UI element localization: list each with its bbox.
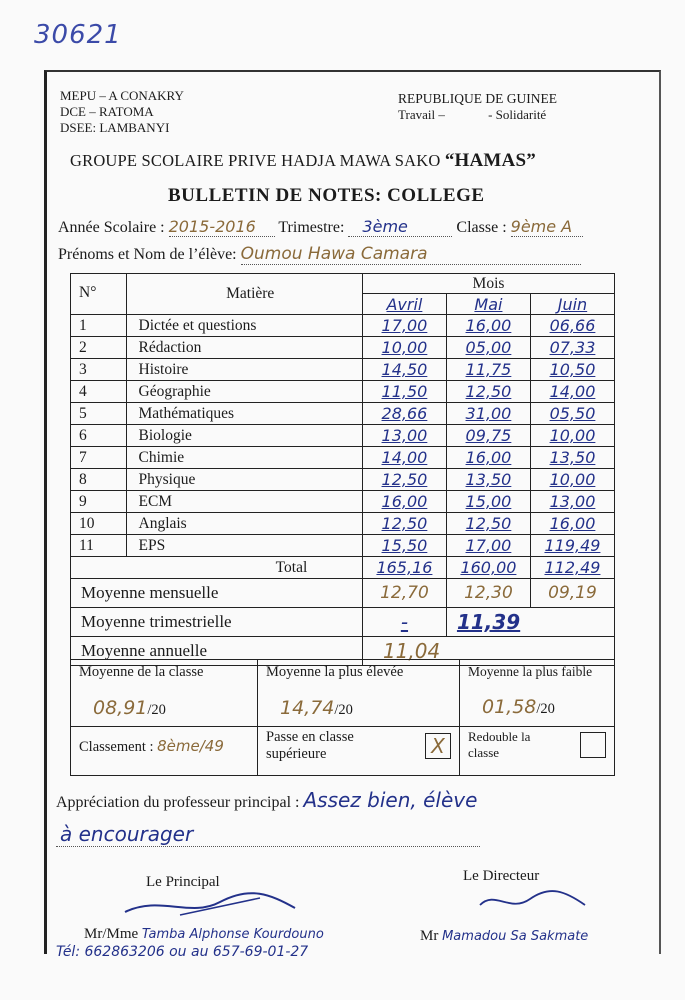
- grade-value: 119,49: [530, 535, 614, 557]
- principal-signature: [120, 890, 300, 920]
- mr-line: [420, 928, 588, 945]
- mr-mme-line: [84, 926, 324, 943]
- lowest-avg-value: 01,58: [482, 696, 537, 718]
- table-row: [71, 337, 615, 359]
- class-label: Classe :: [456, 219, 507, 236]
- info-line-student: [58, 244, 648, 265]
- header-line-1: MEPU – A CONAKRY: [60, 88, 184, 103]
- month-header: Mai: [446, 294, 530, 315]
- month-header: Avril: [362, 294, 446, 315]
- row-number: 1: [71, 315, 127, 337]
- mr-label: Mr: [420, 928, 439, 944]
- director-label: Le Directeur: [463, 868, 540, 884]
- repeat-label-1: Redouble la: [468, 729, 531, 744]
- repeat-cell: [460, 727, 615, 776]
- subject-name: Dictée et questions: [126, 315, 362, 337]
- row-number: 7: [71, 447, 127, 469]
- grade-value: 06,66: [530, 315, 614, 337]
- info-line-year: [58, 217, 648, 237]
- motto-solidarite: - Solidarité: [488, 107, 547, 122]
- grade-value: 14,50: [362, 359, 446, 381]
- grade-value: 13,00: [362, 425, 446, 447]
- rank-value: 8ème/49: [157, 737, 224, 755]
- subject-name: EPS: [126, 535, 362, 557]
- header-line-3: DSEE: LAMBANYI: [60, 120, 170, 135]
- col-header-months: Mois: [362, 274, 614, 294]
- row-number: 6: [71, 425, 127, 447]
- grade-value: 16,00: [446, 447, 530, 469]
- grade-value: 16,00: [446, 315, 530, 337]
- class-avg-suffix: /20: [147, 702, 166, 718]
- total-value: 112,49: [530, 557, 614, 579]
- grade-value: 11,50: [362, 381, 446, 403]
- appreciation-label: Appréciation du professeur principal :: [56, 794, 300, 811]
- rank-cell: [71, 727, 258, 776]
- rank-label: Classement :: [79, 739, 154, 755]
- grade-value: 12,50: [446, 513, 530, 535]
- total-label: Total: [71, 557, 363, 579]
- grade-value: 14,00: [362, 447, 446, 469]
- class-avg-value: 08,91: [93, 697, 148, 719]
- principal-label: Le Principal: [146, 874, 220, 890]
- grade-value: 09,75: [446, 425, 530, 447]
- row-number: 3: [71, 359, 127, 381]
- grade-value: 15,00: [446, 491, 530, 513]
- row-number: 10: [71, 513, 127, 535]
- grade-value: 17,00: [362, 315, 446, 337]
- year-value: 2015-2016: [169, 217, 275, 237]
- col-header-number: N°: [71, 274, 127, 315]
- subject-name: Rédaction: [126, 337, 362, 359]
- country-name: REPUBLIQUE DE GUINEE: [398, 91, 557, 106]
- row-number: 9: [71, 491, 127, 513]
- col-header-subject: Matière: [126, 274, 362, 315]
- class-stats-table: [70, 659, 615, 776]
- grade-value: 11,75: [446, 359, 530, 381]
- highest-avg-cell: [258, 660, 460, 727]
- class-avg-label: Moyenne de la classe: [79, 664, 204, 680]
- document-number: 30621: [34, 20, 122, 50]
- school-full-name: GROUPE SCOLAIRE PRIVE HADJA MAWA SAKO: [70, 151, 441, 170]
- grade-value: 12,50: [362, 513, 446, 535]
- subject-name: Histoire: [126, 359, 362, 381]
- subject-name: Chimie: [126, 447, 362, 469]
- pass-label-2: supérieure: [266, 746, 327, 762]
- grade-value: 12,50: [446, 381, 530, 403]
- highest-avg-value: 14,74: [280, 697, 335, 719]
- trimester-value: 3ème: [348, 217, 452, 237]
- grade-value: 16,00: [362, 491, 446, 513]
- monthly-avg-value: 09,19: [530, 579, 614, 608]
- motto-travail: Travail –: [398, 107, 445, 122]
- row-number: 5: [71, 403, 127, 425]
- student-label: Prénoms et Nom de l’élève:: [58, 246, 237, 263]
- monthly-avg-value: 12,30: [446, 579, 530, 608]
- header-right: [398, 91, 608, 123]
- class-value: 9ème A: [511, 217, 583, 237]
- row-number: 8: [71, 469, 127, 491]
- row-number: 2: [71, 337, 127, 359]
- grade-value: 05,50: [530, 403, 614, 425]
- header-left: [60, 88, 184, 136]
- annual-avg-label: Moyenne annuelle: [71, 637, 363, 666]
- subject-name: Biologie: [126, 425, 362, 447]
- monthly-avg-label: Moyenne mensuelle: [71, 579, 363, 608]
- repeat-label-2: classe: [468, 745, 500, 760]
- highest-avg-suffix: /20: [334, 702, 353, 718]
- mr-value: Mamadou Sa Sakmate: [442, 929, 589, 944]
- year-label: Année Scolaire :: [58, 219, 165, 236]
- pass-cell: [258, 727, 460, 776]
- mr-mme-label: Mr/Mme: [84, 926, 139, 942]
- grade-value: 16,00: [530, 513, 614, 535]
- repeat-checkbox[interactable]: [580, 732, 606, 758]
- grade-value: 13,50: [530, 447, 614, 469]
- bulletin-title: BULLETIN DE NOTES: COLLEGE: [168, 185, 485, 206]
- grade-value: 10,50: [530, 359, 614, 381]
- table-row: [71, 513, 615, 535]
- table-row: [71, 535, 615, 557]
- lowest-avg-label: Moyenne la plus faible: [468, 664, 593, 679]
- subject-name: Géographie: [126, 381, 362, 403]
- grade-value: 15,50: [362, 535, 446, 557]
- appreciation-block: [56, 788, 656, 847]
- grade-value: 28,66: [362, 403, 446, 425]
- table-row: [71, 491, 615, 513]
- grades-table: [70, 273, 615, 666]
- student-value: Oumou Hawa Camara: [241, 244, 581, 265]
- subject-name: Anglais: [126, 513, 362, 535]
- pass-checkbox[interactable]: X: [425, 733, 451, 759]
- pass-label-1: Passe en classe: [266, 729, 354, 745]
- subject-name: ECM: [126, 491, 362, 513]
- subject-name: Physique: [126, 469, 362, 491]
- phone-line: Tél: 662863206 ou au 657-69-01-27: [56, 944, 309, 960]
- grade-value: 10,00: [362, 337, 446, 359]
- lowest-avg-cell: [460, 660, 615, 727]
- grade-value: 12,50: [362, 469, 446, 491]
- annual-avg-value: 11,04: [362, 637, 614, 666]
- month-header: Juin: [530, 294, 614, 315]
- row-number: 11: [71, 535, 127, 557]
- trimestrial-dash: -: [362, 608, 446, 637]
- grade-value: 31,00: [446, 403, 530, 425]
- header-line-2: DCE – RATOMA: [60, 104, 154, 119]
- grade-value: 13,00: [530, 491, 614, 513]
- grade-value: 05,00: [446, 337, 530, 359]
- table-row: [71, 315, 615, 337]
- grade-value: 17,00: [446, 535, 530, 557]
- class-avg-cell: [71, 660, 258, 727]
- table-row: [71, 469, 615, 491]
- grade-value: 07,33: [530, 337, 614, 359]
- table-row: [71, 425, 615, 447]
- highest-avg-label: Moyenne la plus élevée: [266, 664, 404, 680]
- total-value: 160,00: [446, 557, 530, 579]
- trimestrial-avg-label: Moyenne trimestrielle: [71, 608, 363, 637]
- director-signature: [470, 885, 590, 915]
- grade-value: 10,00: [530, 469, 614, 491]
- total-value: 165,16: [362, 557, 446, 579]
- school-short-name: “HAMAS”: [444, 150, 536, 171]
- mr-mme-value: Tamba Alphonse Kourdouno: [141, 927, 324, 942]
- school-name: [70, 150, 536, 172]
- trimestrial-avg-value: 11,39: [446, 608, 614, 637]
- trimester-label: Trimestre:: [278, 219, 345, 236]
- table-row: [71, 359, 615, 381]
- grade-value: 14,00: [530, 381, 614, 403]
- appreciation-value-1: Assez bien, élève: [303, 788, 478, 812]
- appreciation-value-2: à encourager: [60, 822, 194, 846]
- table-row: [71, 381, 615, 403]
- row-number: 4: [71, 381, 127, 403]
- monthly-avg-value: 12,70: [362, 579, 446, 608]
- subject-name: Mathématiques: [126, 403, 362, 425]
- grade-value: 13,50: [446, 469, 530, 491]
- table-row: [71, 403, 615, 425]
- lowest-avg-suffix: /20: [536, 701, 555, 717]
- grade-value: 10,00: [530, 425, 614, 447]
- table-row: [71, 447, 615, 469]
